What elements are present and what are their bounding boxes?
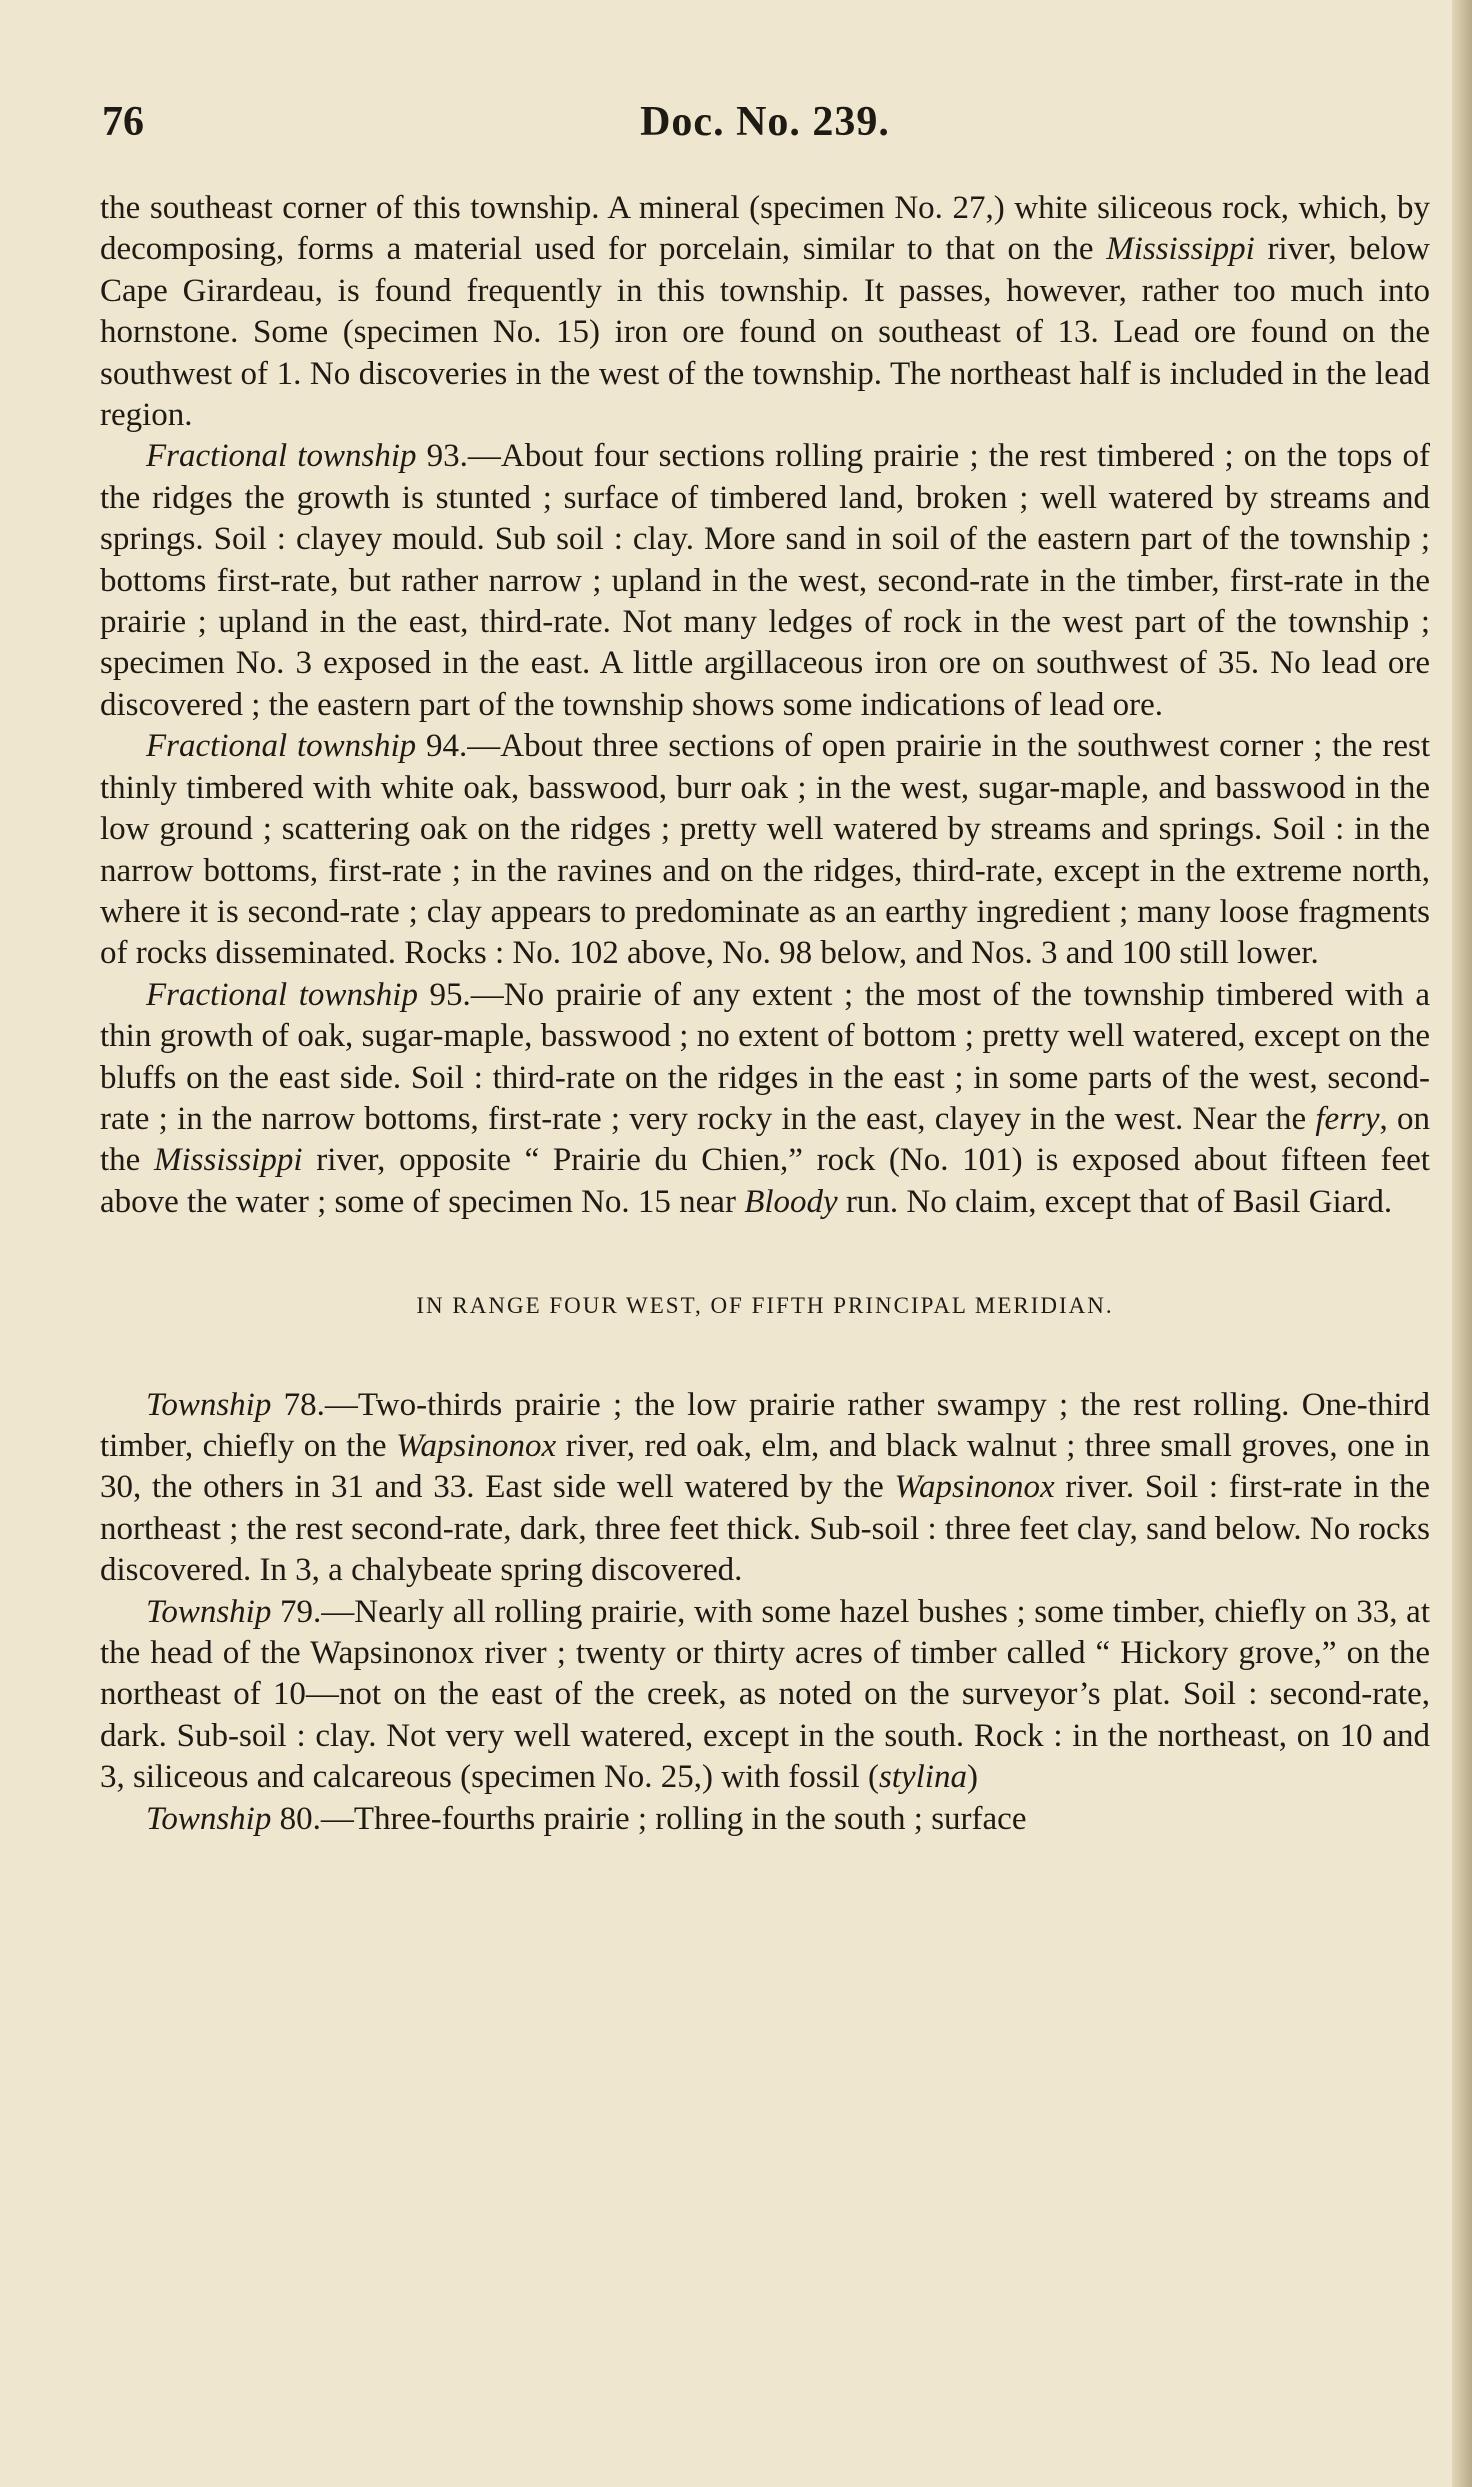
italic-text: Bloody	[744, 1183, 838, 1220]
text-run: 78.—Two-thirds prairie ; the low prairie rather swampy ; the rest rolling. One-third timber, chiefly on the	[100, 1386, 1430, 1464]
document-title: Doc. No. 239.	[640, 99, 890, 145]
italic-text: stylina	[878, 1759, 967, 1796]
running-header	[100, 98, 1430, 162]
text-run: river, opposite “ Prairie du Chien,” rock (No. 101) is exposed about fifteen feet above the water ; some of specimen No. 15 near	[100, 1142, 1430, 1220]
paragraph	[100, 1385, 1430, 1592]
text-run: run. No claim, except that of Basil Giard.	[837, 1183, 1393, 1220]
page-number: 76	[102, 99, 144, 145]
text-run: 79.—Nearly all rolling prairie, with some hazel bushes ; some timber, chiefly on 33, at the head of the Wapsinonox river ; twenty or thirty acres of timber called “ Hickory grove,” on the northeast of 10—not on the east of the creek, as noted on the surveyor’s plat. Soil : second-rate, dark. Sub-soil : clay. Not very well watered, except in the south. Rock : in the northeast, on 10 and 3, siliceous and calcareous (specimen No. 25,) with fossil (	[100, 1593, 1430, 1796]
paragraph-group-bottom	[100, 1385, 1430, 1840]
italic-text: Township	[146, 1593, 272, 1630]
italic-text: Mississippi	[153, 1142, 303, 1179]
italic-text: Township	[146, 1386, 272, 1423]
paragraph	[100, 1799, 1430, 1840]
paragraph	[100, 436, 1430, 726]
italic-text: Fractional township	[146, 728, 417, 765]
text-run: , on the	[100, 1100, 1431, 1179]
paragraph	[100, 975, 1430, 1223]
document-page	[100, 98, 1430, 1840]
paragraph	[100, 726, 1430, 974]
text-run: )	[966, 1759, 978, 1796]
body-text	[100, 188, 1430, 1840]
italic-text: Wapsinonox	[396, 1427, 557, 1464]
text-run: 94.—About three sections of open prairie in the southwest corner ; the rest thinly timbered with white oak, basswood, burr oak ; in the west, sugar-maple, and basswood in the low ground ; scattering oak on the ridges ; pretty well watered by streams and springs. Soil : in the narrow bottoms, first-rate ; in the ravines and on the ridges, third-rate, except in the extreme north, where it is second-rate ; clay appears to predominate as an earthy ingredient ; many loose fragments of rocks disseminated. Rocks : No. 102 above, No. 98 below, and Nos. 3 and 100 still lower.	[100, 728, 1431, 972]
page-edge-shadow	[1452, 0, 1472, 2487]
italic-text: Fractional township	[146, 976, 418, 1013]
text-run: river, red oak, elm, and black walnut ; three small groves, one in 30, the others in 31 and 33. East side well watered by the	[100, 1427, 1430, 1506]
text-run: 80.—Three-fourths prairie ; rolling in the south ; surface	[271, 1800, 1027, 1837]
italic-text: Township	[146, 1800, 272, 1837]
paragraph	[100, 188, 1430, 436]
paragraph	[100, 1592, 1430, 1799]
italic-text: Fractional township	[146, 438, 417, 475]
italic-text: Mississippi	[1106, 231, 1255, 268]
paragraph-group-top	[100, 188, 1430, 1223]
text-run: river, below Cape Girardeau, is found frequently in this township. It passes, however, rather too much into hornstone. Some (specimen No. 15) iron ore found on southeast of 13. Lead ore found on the southwest of 1. No discoveries in the west of the township. The northeast half is included in the lead region.	[100, 231, 1430, 434]
section-heading: IN RANGE FOUR WEST, OF FIFTH PRINCIPAL MERIDIAN.	[416, 1293, 1114, 1319]
text-run: 93.—About four sections rolling prairie ; the rest timbered ; on the tops of the ridges the growth is stunted ; surface of timbered land, broken ; well watered by streams and springs. Soil : clayey mould. Sub soil : clay. More sand in soil of the eastern part of the township ; bottoms first-rate, but rather narrow ; upland in the west, second-rate in the timber, first-rate in the prairie ; upland in the east, third-rate. Not many ledges of rock in the west part of the township ; specimen No. 3 exposed in the east. A little argillaceous iron ore on southwest of 35. No lead ore discovered ; the eastern part of the township shows some indications of lead ore.	[100, 438, 1430, 723]
text-run: the southeast corner of this township. A mineral (specimen No. 27,) white siliceous rock, which, by decomposing, forms a material used for porcelain, similar to that on the	[100, 190, 1430, 268]
italic-text: ferry	[1315, 1100, 1380, 1137]
text-run: river. Soil : first-rate in the northeast ; the rest second-rate, dark, three feet thick. Sub-soil : three feet clay, sand below. No rocks discovered. In 3, a chalybeate spring discovered.	[100, 1469, 1431, 1589]
text-run: 95.—No prairie of any extent ; the most of the township timbered with a thin growth of oak, sugar-maple, basswood ; no extent of bottom ; pretty well watered, except on the bluffs on the east side. Soil : third-rate on the ridges in the east ; in some parts of the west, second-rate ; in the narrow bottoms, first-rate ; very rocky in the east, clayey in the west. Near the	[100, 976, 1430, 1137]
italic-text: Wapsinonox	[894, 1469, 1055, 1506]
